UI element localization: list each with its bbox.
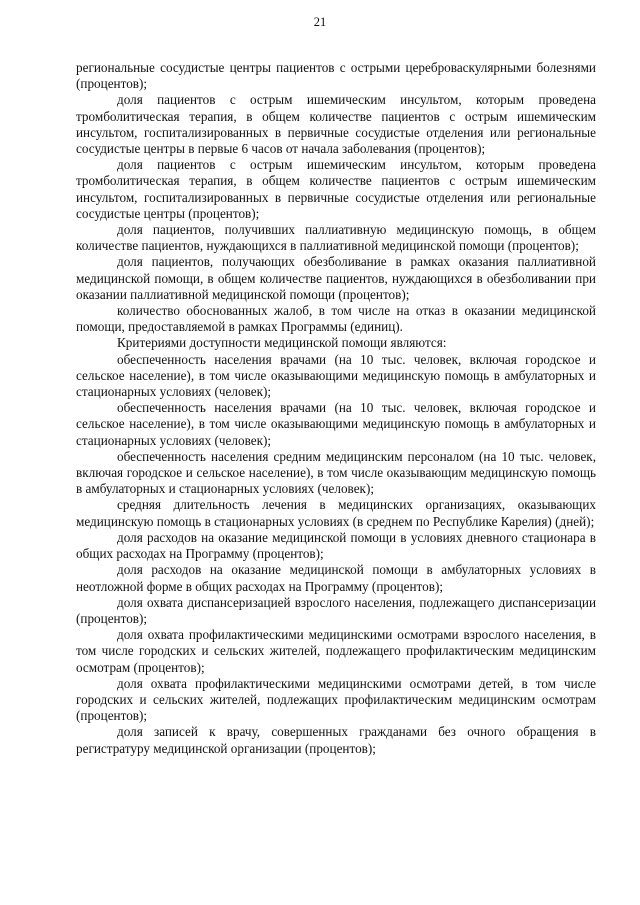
paragraph: обеспеченность населения средним медицинским персоналом (на 10 тыс. человек, включая городское и сельское население), в том числе оказывающим медицинскую помощь в амбулаторных и стационарных условиях (человек); bbox=[76, 448, 596, 497]
paragraph: количество обоснованных жалоб, в том числе на отказ в оказании медицинской помощи, предоставляемой в рамках Программы (единиц). bbox=[76, 303, 596, 335]
paragraph: доля пациентов, получивших паллиативную медицинскую помощь, в общем количестве пациентов, нуждающихся в паллиативной медицинской помощи (процентов); bbox=[76, 222, 596, 254]
paragraph: доля охвата диспансеризацией взрослого населения, подлежащего диспансеризации (процентов); bbox=[76, 594, 596, 626]
paragraph: доля пациентов, получающих обезболивание в рамках оказания паллиативной медицинской помощи, в общем количестве пациентов, нуждающихся в обезболивании при оказании паллиативной медицинской помощи (процентов); bbox=[76, 254, 596, 302]
paragraph: средняя длительность лечения в медицинских организациях, оказывающих медицинскую помощь в стационарных условиях (в среднем по Республике Карелия) (дней); bbox=[76, 497, 596, 529]
paragraph: доля записей к врачу, совершенных гражданами без очного обращения в регистратуру медицинской организации (процентов); bbox=[76, 724, 596, 756]
page-number: 21 bbox=[313, 15, 327, 29]
paragraph: обеспеченность населения врачами (на 10 тыс. человек, включая городское и сельское население), в том числе оказывающими медицинскую помощь в амбулаторных и стационарных условиях (человек); bbox=[76, 400, 596, 448]
paragraph: доля расходов на оказание медицинской помощи в амбулаторных условиях в неотложной форме в общих расходах на Программу (процентов); bbox=[76, 562, 596, 594]
body-text bbox=[76, 60, 596, 757]
paragraph: доля расходов на оказание медицинской помощи в условиях дневного стационара в общих расходах на Программу (процентов); bbox=[76, 529, 596, 562]
paragraph: доля охвата профилактическими медицинскими осмотрами детей, в том числе городских и сельских жителей, подлежащих профилактическим медицинским осмотрам (процентов); bbox=[76, 675, 596, 724]
paragraph: обеспеченность населения врачами (на 10 тыс. человек, включая городское и сельское население), в том числе оказывающими медицинскую помощь в амбулаторных и стационарных условиях (человек); bbox=[76, 351, 596, 400]
paragraph: доля пациентов с острым ишемическим инсультом, которым проведена тромболитическая терапия, в общем количестве пациентов с острым ишемическим инсультом, госпитализированных в первичные сосудистые отделения или региональные сосудистые центры (процентов); bbox=[76, 157, 596, 221]
paragraph: региональные сосудистые центры пациентов с острыми цереброваскулярными болезнями (процентов); bbox=[76, 60, 596, 92]
paragraph: доля охвата профилактическими медицинскими осмотрами взрослого населения, в том числе городских и сельских жителей, подлежащего профилактическим медицинским осмотрам (процентов); bbox=[76, 627, 596, 675]
paragraph: доля пациентов с острым ишемическим инсультом, которым проведена тромболитическая терапия, в общем количестве пациентов с острым ишемическим инсультом, госпитализированных в первичные сосудистые отделения или региональные сосудистые центры в первые 6 часов от начала заболевания (процентов); bbox=[76, 92, 596, 157]
paragraph: Критериями доступности медицинской помощи являются: bbox=[117, 335, 447, 351]
